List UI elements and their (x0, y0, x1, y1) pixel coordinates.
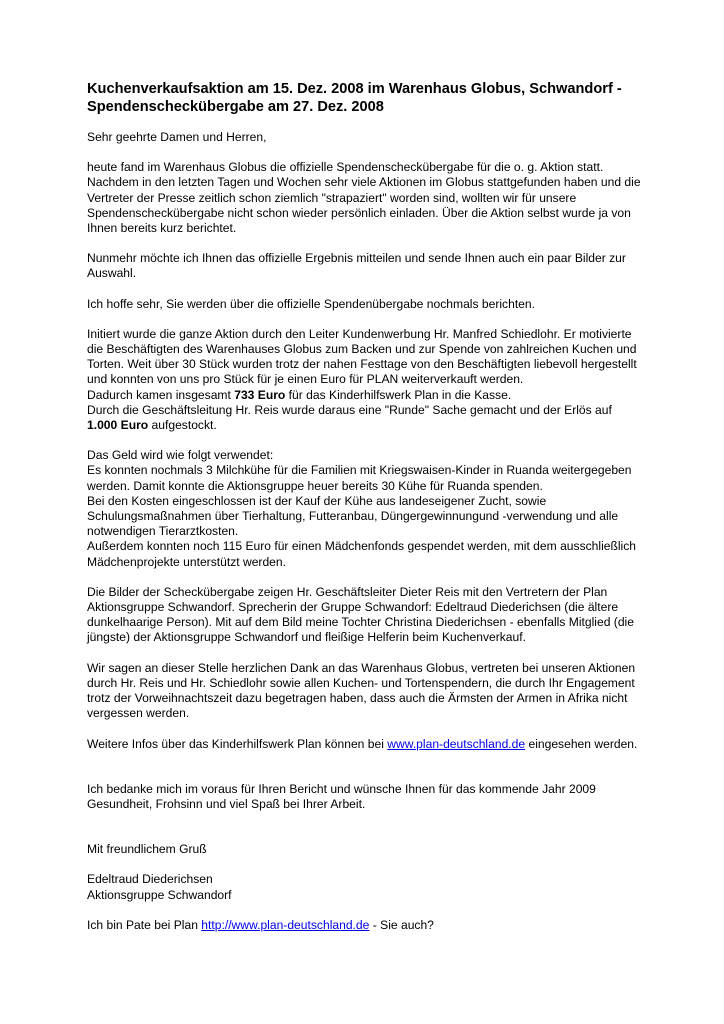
paragraph-more-info (87, 737, 647, 752)
paragraph-thanks: Wir sagen an dieser Stelle herzlichen Dank an das Warenhaus Globus, vertreten bei unseren Aktionen durch Hr. Reis und Hr. Schiedlohr sowie allen Kuchen- und Tortenspendern, die durch Ihr Engagement trotz der Vorweihnachtszeit dazu begetragen haben, dass auch die Ärmsten der Armen in Afrika nicht vergessen werden. (87, 660, 636, 721)
amount-collected: 733 Euro (234, 387, 286, 402)
more-info-pre: Weitere Infos über das Kinderhilfswerk Plan können bei (87, 736, 388, 751)
plan-website-link[interactable]: www.plan-deutschland.de (387, 736, 526, 751)
paragraph-initiative (87, 327, 647, 433)
paragraph-hope: Ich hoffe sehr, Sie werden über die offizielle Spendenübergabe nochmals berichten. (87, 296, 535, 311)
signature (87, 872, 647, 902)
amount-total: 1.000 Euro (87, 418, 149, 433)
usage-girls-fund: Außerdem konnten noch 115 Euro für einen Mädchenfonds gespendet werden, mit dem ausschließlich Mädchenprojekte unterstützt werden. (87, 539, 637, 569)
result-text-post: für das Kinderhilfswerk Plan in die Kasse. (285, 387, 512, 402)
paragraph-usage (87, 448, 647, 570)
footer-line (87, 918, 647, 933)
initiative-text: Initiert wurde die ganze Aktion durch den Leiter Kundenwerbung Hr. Manfred Schiedlohr. Er motivierte die Beschäftigten des Warenhauses Globus zum Backen und zur Spende von zahlreichen Kuchen und Torten. Weit über 30 Stück wurden trotz der nahen Festtage von den Beschäftigten liebevoll hergestellt und konnten von uns pro Stück für je einen Euro für PLAN weiterverkauft werden. (87, 326, 637, 387)
footer-post: - Sie auch? (369, 917, 434, 932)
topup-text: Durch die Geschäftsleitung Hr. Reis wurde daraus eine "Runde" Sache gemacht und der Erlös auf (87, 402, 612, 417)
result-text-pre: Dadurch kamen insgesamt (87, 387, 235, 402)
more-info-post: eingesehen werden. (525, 736, 638, 751)
footer-plan-link[interactable]: http://www.plan-deutschland.de (201, 917, 370, 932)
document-title: Kuchenverkaufsaktion am 15. Dez. 2008 im Warenhaus Globus, Schwandorf - Spendenscheckübergabe am 27. Dez. 2008 (87, 81, 622, 115)
usage-cows: Es konnten nochmals 3 Milchkühe für die Familien mit Kriegswaisen-Kinder in Ruanda weitergegeben werden. Damit konnte die Aktionsgruppe heuer bereits 30 Kühe für Ruanda spenden. (87, 463, 632, 493)
signature-name: Edeltraud Diederichsen (87, 872, 213, 887)
paragraph-intro: heute fand im Warenhaus Globus die offizielle Spendenscheckübergabe für die o. g. Aktion statt. Nachdem in den letzten Tagen und Wochen sehr viele Aktionen im Globus stattgefunden haben und die Vertreter der Presse zeitlich schon ziemlich "strapaziert" worden sind, wollten wir für unsere Spendenscheckübergabe nicht schon wieder persönlich einladen. Über die Aktion selbst wurde ja von Ihnen bereits kurz berichtet. (87, 160, 641, 236)
footer-pre: Ich bin Pate bei Plan (87, 917, 202, 932)
paragraph-wishes: Ich bedanke mich im voraus für Ihren Bericht und wünsche Ihnen für das kommende Jahr 2009 Gesundheit, Frohsinn und viel Spaß bei Ihrer Arbeit. (87, 781, 596, 811)
topup-text-post: aufgestockt. (148, 418, 217, 433)
usage-costs: Bei den Kosten eingeschlossen ist der Kauf der Kühe aus landeseigener Zucht, sowie Schulungsmaßnahmen über Tierhaltung, Futteranbau, Düngergewinnungund -verwendung und alle notwendigen Tierarztkosten. (87, 493, 619, 539)
signature-group: Aktionsgruppe Schwandorf (87, 887, 232, 902)
closing: Mit freundlichem Gruß (87, 842, 207, 857)
paragraph-results: Nunmehr möchte ich Ihnen das offizielle Ergebnis mitteilen und sende Ihnen auch ein paar Bilder zur Auswahl. (87, 251, 626, 281)
paragraph-pictures: Die Bilder der Scheckübergabe zeigen Hr. Geschäftsleiter Dieter Reis mit den Vertretern der Plan Aktionsgruppe Schwandorf. Sprecherin der Gruppe Schwandorf: Edeltraud Diederichsen (die ältere dunkelhaarige Person). Mit auf dem Bild meine Tochter Christina Diederichsen - ebenfalls Mitglied (die jüngste) der Aktionsgruppe Schwandorf und fleißige Helferin beim Kuchenverkauf. (87, 584, 634, 645)
letter-document (87, 80, 647, 948)
salutation: Sehr geehrte Damen und Herren, (87, 130, 267, 144)
usage-heading: Das Geld wird wie folgt verwendet: (87, 448, 274, 463)
